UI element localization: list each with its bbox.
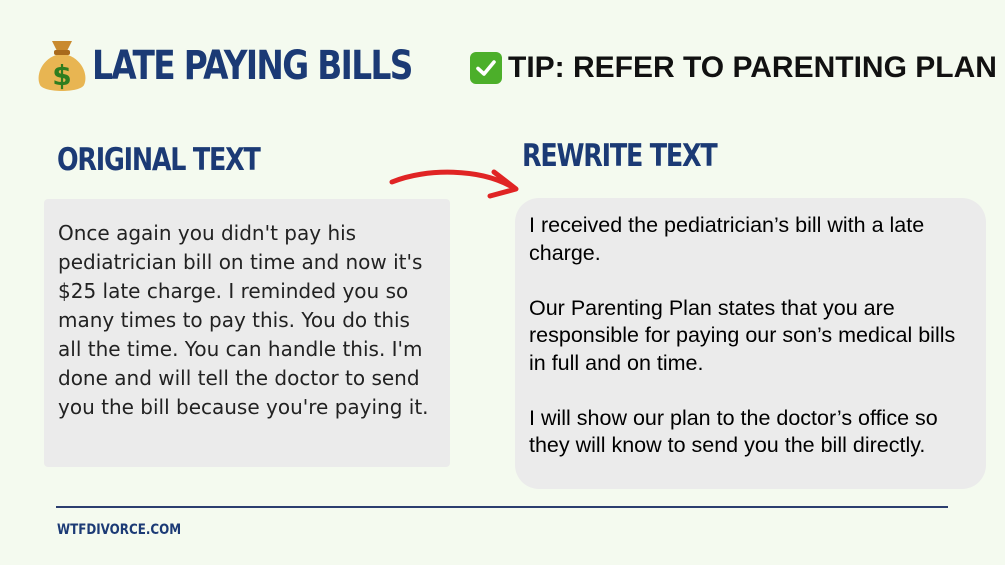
footer-site: WTFDIVORCE.COM	[57, 522, 182, 538]
rewrite-paragraph-1: I received the pediatrician’s bill with a late charge.	[529, 213, 925, 265]
original-text-label: ORIGINAL TEXT	[57, 142, 260, 178]
rewrite-message-box	[515, 198, 986, 489]
svg-text:$: $	[52, 59, 72, 92]
title-text: LATE PAYING BILLS	[92, 43, 412, 89]
check-mark-icon	[470, 52, 502, 84]
tip-text: TIP: REFER TO PARENTING PLAN	[508, 51, 997, 84]
rewrite-paragraph-2: Our Parenting Plan states that you are responsible for paying our son’s medical bills in full and on time.	[529, 295, 956, 375]
tip-banner	[470, 48, 997, 88]
rewrite-paragraph-3: I will show our plan to the doctor’s office so they will know to send you the bill directly.	[529, 405, 938, 457]
page-title	[34, 36, 482, 96]
footer-divider	[56, 506, 948, 508]
rewrite-text-label: REWRITE TEXT	[522, 138, 717, 174]
original-message-text: Once again you didn't pay his pediatrician bill on time and now it's $25 late charge. I reminded you so many times to pay this. You do this all the time. You can handle this. I'm done and will tell the doctor to send you the bill because you're paying it.	[58, 221, 429, 419]
money-bag-icon	[34, 37, 90, 95]
original-message-box	[44, 199, 450, 467]
